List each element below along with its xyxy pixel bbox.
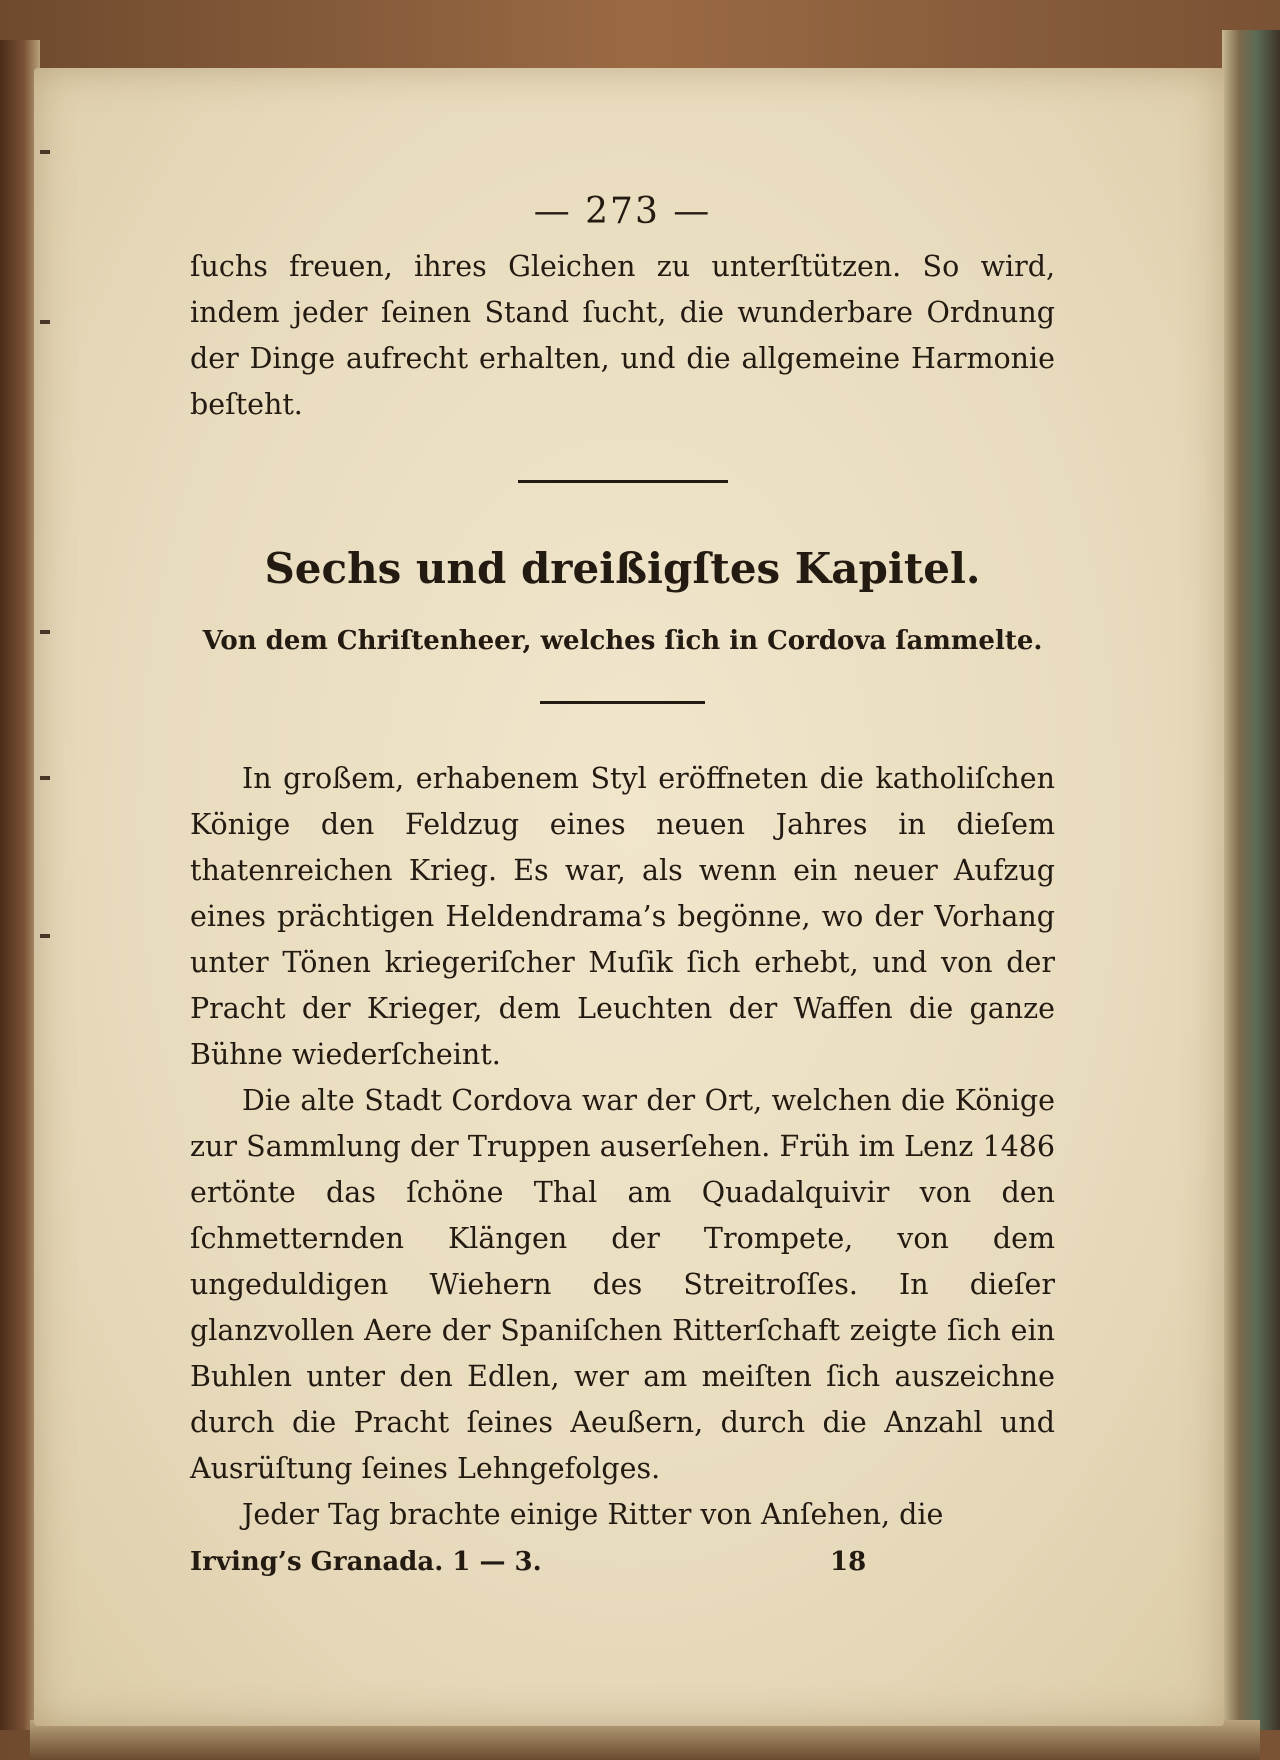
margin-mark [40, 630, 50, 634]
subtitle-divider [540, 701, 705, 704]
page-footer [190, 1542, 1055, 1582]
margin-mark [40, 320, 50, 324]
chapter-subtitle: Von dem Chriſtenheer, welches ſich in Cordova ſammelte. [202, 626, 1043, 656]
body-paragraph: Jeder Tag brachte einige Ritter von Anſehen, die [242, 1498, 944, 1531]
body-paragraph: In großem, erhabenem Styl eröffneten die katholiſchen Könige den Feldzug eines neuen Jahres in dieſem thatenreichen Krieg. Es war, als wenn ein neuer Aufzug eines prächtigen Heldendrama’s begönne, wo der Vorhang unter Tönen kriegeriſcher Muſik ſich erhebt, und von der Pracht der Krieger, dem Leuchten der Waffen die ganze Bühne wiederſcheint. [190, 762, 1055, 1071]
margin-mark [40, 934, 50, 938]
margin-mark [40, 150, 50, 154]
chapter-title: Sechs und dreißigſtes Kapitel. [264, 544, 981, 593]
body-paragraph: Die alte Stadt Cordova war der Ort, welchen die Könige zur Sammlung der Truppen auserſehen. Früh im Lenz 1486 ertönte das ſchöne Thal am Quadalquivir von den ſchmetternden Klängen der Trompete, von dem ungeduldigen Wiehern des Streitroſſes. In dieſer glanzvollen Aere der Spaniſchen Ritterſchaft zeigte ſich ein Buhlen unter den Edlen, wer am meiſten ſich auszeichne durch die Pracht ſeines Aeußern, durch die Anzahl und Ausrüſtung ſeines Lehngefolges. [190, 1084, 1055, 1485]
sheet-number: 18 [830, 1547, 867, 1577]
signature-mark: Irving’s Granada. 1 — 3. [190, 1547, 542, 1577]
book-bottom-edge [30, 1720, 1260, 1760]
margin-mark [40, 776, 50, 780]
page-number: — 273 — [533, 191, 712, 232]
continuation-paragraph: ſuchs freuen, ihres Gleichen zu unterſtützen. So wird, indem jeder ſeinen Stand ſucht, die wunderbare Ordnung der Dinge aufrecht erhalten, und die allgemeine Harmonie beſteht. [190, 250, 1055, 421]
section-divider [518, 480, 728, 483]
book-fore-edge [1222, 30, 1280, 1730]
page-content [190, 190, 1055, 1582]
